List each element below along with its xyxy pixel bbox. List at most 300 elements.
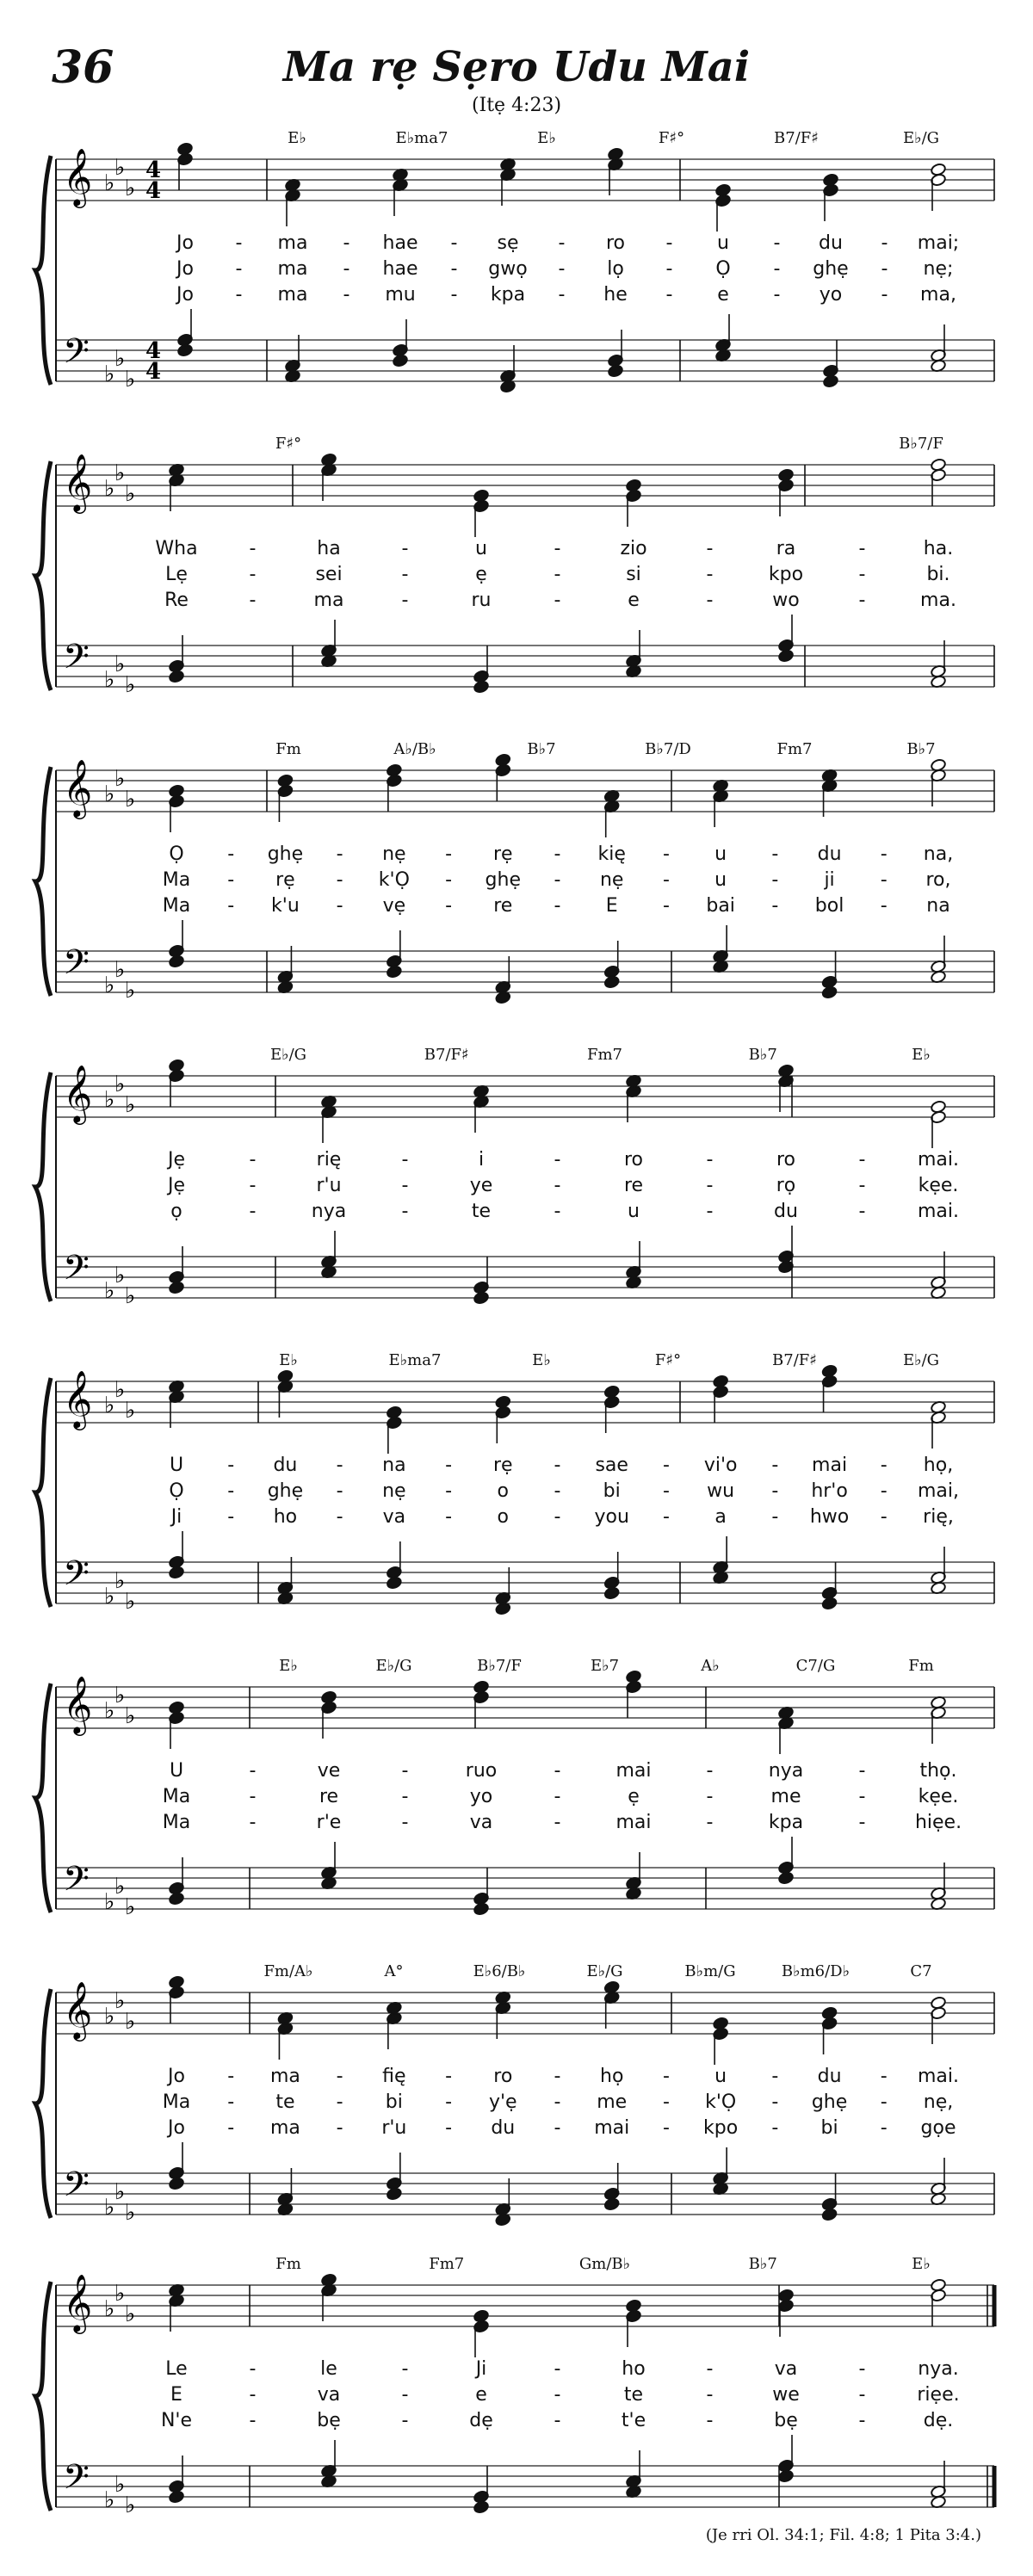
lyric-hyphen: - — [771, 1480, 779, 1502]
bass-clef-icon: 𝄢 — [63, 942, 90, 991]
lyric-syllable: du — [817, 2066, 842, 2087]
chord-symbol: E♭/G — [902, 1351, 940, 1369]
lyric-syllable: Wha — [155, 538, 198, 559]
lyric-syllable: hwo — [809, 1506, 850, 1528]
key-flat-icon: ♭ — [114, 1568, 126, 1594]
treble-note — [778, 2289, 795, 2302]
chord-symbol: B7/F♯ — [424, 1046, 469, 1064]
lyric-hyphen: - — [336, 1455, 343, 1476]
lyric-hyphen: - — [401, 564, 409, 585]
lyric-syllable: r'u — [316, 1175, 342, 1196]
lyric-syllable: ho — [622, 2358, 646, 2380]
chord-symbol: B♭m6/D♭ — [781, 1962, 851, 1980]
key-flat-icon: ♭ — [114, 1988, 126, 2014]
lyric-syllable: du — [491, 2117, 516, 2139]
lyric-hyphen: - — [249, 1201, 257, 1222]
lyric-hyphen: - — [554, 2410, 561, 2431]
lyric-syllable: Re — [164, 590, 189, 611]
lyric-hyphen: - — [880, 895, 888, 917]
key-flat-icon: ♭ — [114, 1377, 126, 1403]
lyric-syllable: ha — [317, 538, 341, 559]
lyric-hyphen: - — [227, 2066, 235, 2087]
key-flat-icon: ♭ — [125, 1589, 136, 1615]
treble-note — [603, 1385, 620, 1399]
scripture-reference: (Itẹ 4:23) — [471, 95, 562, 116]
bass-note — [386, 1576, 402, 1590]
lyric-hyphen: - — [445, 1455, 453, 1476]
system-brace — [35, 1989, 51, 2218]
lyric-syllable: thọ. — [919, 1760, 957, 1782]
chord-symbol: E♭/G — [375, 1657, 412, 1675]
lyric-hyphen: - — [554, 2358, 561, 2380]
chord-symbol: B♭7 — [748, 2255, 777, 2273]
chord-symbol: B♭m/G — [684, 1962, 736, 1980]
lyric-syllable: rẹ — [492, 843, 513, 865]
lyric-syllable: kię — [597, 843, 626, 865]
lyric-hyphen: - — [227, 843, 235, 865]
lyric-syllable: ghẹ — [267, 1480, 304, 1502]
lyric-hyphen: - — [249, 1175, 257, 1196]
key-flat-icon: ♭ — [125, 787, 136, 812]
lyric-hyphen: - — [662, 1506, 670, 1528]
lyric-hyphen: - — [773, 284, 781, 306]
treble-note — [473, 2309, 490, 2323]
bass-note — [473, 1902, 490, 1916]
lyric-hyphen: - — [706, 1175, 714, 1196]
chord-symbol: E♭ — [279, 1351, 298, 1369]
chord-symbol: E♭ — [537, 129, 556, 147]
bass-note — [778, 1871, 795, 1885]
key-flat-icon: ♭ — [114, 1072, 126, 1097]
lyric-syllable: ma — [277, 232, 308, 254]
lyric-syllable: ẹ — [628, 1786, 640, 1807]
bass-note — [473, 1291, 490, 1305]
bass-note — [169, 1892, 185, 1906]
lyric-syllable: Ọ — [169, 1480, 184, 1502]
treble-clef-icon: 𝄞 — [63, 758, 93, 817]
system-brace — [35, 1683, 51, 1912]
lyric-syllable: me — [597, 2091, 628, 2113]
treble-note — [626, 2299, 642, 2313]
lyric-hyphen: - — [554, 2091, 561, 2113]
lyric-hyphen: - — [706, 2384, 714, 2406]
lyric-hyphen: - — [880, 2066, 888, 2087]
lyric-hyphen: - — [558, 258, 566, 280]
chord-symbol: Fm7 — [429, 2255, 465, 2273]
lyric-hyphen: - — [554, 895, 561, 917]
lyric-syllable: nẹ, — [923, 2091, 954, 2113]
lyric-hyphen: - — [445, 2091, 453, 2113]
chord-symbol: E♭7 — [590, 1657, 620, 1675]
key-flat-icon: ♭ — [104, 1698, 115, 1724]
treble-note — [169, 784, 185, 798]
lyric-syllable: bi — [603, 1480, 621, 1502]
lyric-syllable: N'e — [160, 2410, 193, 2431]
lyric-syllable: ji — [824, 869, 835, 891]
treble-note — [931, 163, 947, 176]
music-system — [0, 435, 1033, 744]
treble-note — [713, 1374, 729, 1388]
lyric-hyphen: - — [336, 895, 343, 917]
lyric-syllable: r'u — [381, 2117, 407, 2139]
lyric-hyphen: - — [249, 1760, 257, 1782]
lyric-hyphen: - — [450, 284, 458, 306]
lyric-syllable: họ, — [923, 1455, 954, 1476]
chord-symbol: E♭ — [912, 2255, 931, 2273]
key-flat-icon: ♭ — [104, 1889, 115, 1915]
lyric-syllable: r'e — [316, 1812, 342, 1833]
lyric-hyphen: - — [445, 1480, 453, 1502]
lyric-syllable: nya. — [918, 2358, 959, 2380]
lyric-hyphen: - — [665, 258, 673, 280]
lyric-syllable: e — [628, 590, 640, 611]
system-brace — [35, 2282, 51, 2511]
lyric-syllable: Jo — [168, 2066, 185, 2087]
key-flat-icon: ♭ — [125, 2301, 136, 2327]
lyric-hyphen: - — [249, 2384, 257, 2406]
bass-clef-icon: 𝄢 — [63, 2165, 90, 2213]
lyric-hyphen: - — [662, 1480, 670, 1502]
lyric-syllable: ro — [776, 1149, 796, 1171]
lyric-syllable: mai. — [917, 1149, 960, 1171]
lyric-syllable: me — [770, 1786, 801, 1807]
lyric-hyphen: - — [662, 895, 670, 917]
lyric-hyphen: - — [445, 2066, 453, 2087]
treble-note — [495, 1395, 511, 1409]
chord-symbol: E♭ — [288, 129, 306, 147]
bass-clef-icon: 𝄢 — [63, 1554, 90, 1602]
lyric-syllable: Jo — [176, 232, 194, 254]
lyric-syllable: mai. — [917, 2066, 960, 2087]
key-flat-icon: ♭ — [104, 2195, 115, 2221]
lyric-syllable: t'e — [621, 2410, 646, 2431]
lyric-syllable: you — [594, 1506, 629, 1528]
lyric-hyphen: - — [336, 2117, 343, 2139]
lyric-syllable: rẹ — [275, 869, 295, 891]
lyric-syllable: Jẹ — [167, 1149, 186, 1171]
lyric-hyphen: - — [249, 1786, 257, 1807]
lyric-hyphen: - — [554, 2066, 561, 2087]
lyric-hyphen: - — [858, 2410, 866, 2431]
chord-symbol: A° — [384, 1962, 404, 1980]
treble-note — [169, 1059, 185, 1072]
lyric-syllable: mai. — [917, 1201, 960, 1222]
lyric-syllable: we — [772, 2384, 800, 2406]
lyric-syllable: u — [475, 538, 487, 559]
lyric-hyphen: - — [858, 564, 866, 585]
chord-symbol: B♭7 — [906, 740, 936, 758]
lyric-hyphen: - — [445, 895, 453, 917]
treble-note — [495, 753, 511, 767]
lyric-syllable: ma, — [920, 284, 956, 306]
lyric-hyphen: - — [771, 2091, 779, 2113]
chord-symbol: Fm7 — [776, 740, 813, 758]
lyric-hyphen: - — [227, 1480, 235, 1502]
lyric-syllable: ru — [471, 590, 492, 611]
key-flat-icon: ♭ — [104, 170, 115, 196]
lyric-syllable: kpo — [703, 2117, 739, 2139]
lyric-syllable: re — [623, 1175, 644, 1196]
chord-symbol: C7 — [910, 1962, 932, 1980]
lyric-syllable: Jo — [176, 258, 194, 280]
key-flat-icon: ♭ — [114, 460, 126, 486]
chord-symbol: B7/F♯ — [772, 1351, 817, 1369]
music-system — [0, 1962, 1033, 2272]
lyric-syllable: sei — [315, 564, 343, 585]
lyric-hyphen: - — [336, 869, 343, 891]
lyric-hyphen: - — [558, 284, 566, 306]
time-signature: 4 — [145, 338, 162, 364]
hymn-number: 36 — [52, 41, 114, 94]
lyric-hyphen: - — [401, 2384, 409, 2406]
lyric-syllable: kpa — [490, 284, 526, 306]
lyric-hyphen: - — [401, 538, 409, 559]
lyric-hyphen: - — [336, 1480, 343, 1502]
lyric-hyphen: - — [249, 564, 257, 585]
key-flat-icon: ♭ — [104, 1393, 115, 1418]
system-brace — [35, 156, 51, 385]
lyric-syllable: u — [628, 1201, 640, 1222]
lyric-syllable: mai — [594, 2117, 630, 2139]
lyric-hyphen: - — [858, 2358, 866, 2380]
music-system — [0, 1351, 1033, 1661]
lyric-syllable: va — [382, 1506, 406, 1528]
lyric-syllable: kẹe. — [918, 1175, 959, 1196]
lyric-hyphen: - — [665, 232, 673, 254]
lyric-syllable: ma — [277, 258, 308, 280]
bass-note — [778, 2469, 795, 2483]
lyric-syllable: U — [169, 1760, 184, 1782]
treble-note — [277, 774, 294, 788]
lyric-hyphen: - — [445, 869, 453, 891]
bass-note — [169, 2177, 185, 2190]
lyric-syllable: e — [475, 2384, 487, 2406]
lyric-syllable: he — [603, 284, 628, 306]
key-flat-icon: ♭ — [114, 2179, 126, 2205]
lyric-syllable: vi'o — [703, 1455, 738, 1476]
chord-symbol: E♭ — [279, 1657, 298, 1675]
lyric-hyphen: - — [336, 843, 343, 865]
lyric-hyphen: - — [880, 843, 888, 865]
chord-symbol: F♯° — [654, 1351, 682, 1369]
chord-symbol: A♭ — [701, 1657, 720, 1675]
chord-symbol: Fm — [908, 1657, 934, 1675]
key-flat-icon: ♭ — [104, 667, 115, 693]
lyric-syllable: Ma — [162, 1786, 191, 1807]
key-flat-icon: ♭ — [104, 476, 115, 502]
lyric-syllable: rẹ — [492, 1455, 513, 1476]
bass-note — [177, 343, 194, 357]
key-flat-icon: ♭ — [104, 2487, 115, 2513]
key-flat-icon: ♭ — [125, 176, 136, 201]
lyric-hyphen: - — [706, 1760, 714, 1782]
chord-symbol: F♯° — [275, 435, 302, 453]
treble-note — [321, 1690, 337, 1704]
hymn-title: Ma rẹ Sẹro Udu Mai — [282, 43, 751, 91]
lyric-syllable: Lẹ — [165, 564, 188, 585]
bass-clef-icon: 𝄢 — [63, 2457, 90, 2505]
lyric-syllable: u — [717, 232, 729, 254]
lyric-syllable: ve — [317, 1760, 341, 1782]
staff-svg — [0, 1046, 1033, 1356]
lyric-hyphen: - — [343, 258, 350, 280]
lyric-syllable: k'u — [271, 895, 300, 917]
treble-note — [473, 489, 490, 503]
lyric-hyphen: - — [706, 1786, 714, 1807]
lyric-hyphen: - — [227, 2117, 235, 2139]
lyric-syllable: k'Ọ — [705, 2091, 737, 2113]
key-flat-icon: ♭ — [125, 1703, 136, 1729]
treble-clef-icon: 𝄞 — [63, 1064, 93, 1122]
bass-clef-icon: 𝄢 — [63, 331, 90, 380]
staff-svg — [0, 2255, 1033, 2565]
lyric-syllable: mai; — [917, 232, 960, 254]
key-flat-icon: ♭ — [104, 361, 115, 387]
lyric-syllable: te — [471, 1201, 492, 1222]
staff-svg — [0, 435, 1033, 744]
footer-references: (Je rri Ol. 34:1; Fil. 4:8; 1 Pita 3:4.) — [705, 2526, 981, 2544]
lyric-syllable: mu — [385, 284, 416, 306]
system-brace — [35, 1072, 51, 1301]
lyric-syllable: bi — [385, 2091, 403, 2113]
lyric-syllable: hr'o — [811, 1480, 848, 1502]
lyric-hyphen: - — [858, 1786, 866, 1807]
lyric-syllable: ghẹ — [813, 258, 849, 280]
lyric-syllable: Jẹ — [167, 1175, 186, 1196]
lyric-syllable: ọ — [170, 1201, 182, 1222]
lyric-hyphen: - — [858, 1149, 866, 1171]
time-signature: 4 — [145, 178, 162, 204]
treble-note — [626, 1670, 642, 1683]
treble-note — [823, 173, 839, 187]
lyric-hyphen: - — [706, 538, 714, 559]
lyric-syllable: E — [605, 895, 618, 917]
lyric-syllable: Ma — [162, 869, 191, 891]
lyric-hyphen: - — [235, 258, 243, 280]
lyric-syllable: o — [497, 1480, 510, 1502]
lyric-syllable: nẹ — [382, 1480, 406, 1502]
lyric-hyphen: - — [858, 590, 866, 611]
treble-note — [386, 1405, 402, 1419]
bass-note — [603, 975, 620, 989]
lyric-hyphen: - — [706, 1812, 714, 1833]
bass-note — [169, 954, 185, 968]
lyric-hyphen: - — [706, 590, 714, 611]
lyric-syllable: Ma — [162, 1812, 191, 1833]
lyric-hyphen: - — [554, 1786, 561, 1807]
lyric-syllable: du — [819, 232, 843, 254]
lyric-hyphen: - — [858, 1760, 866, 1782]
lyric-syllable: mai — [615, 1812, 652, 1833]
key-flat-icon: ♭ — [125, 1894, 136, 1920]
lyric-syllable: u — [714, 843, 727, 865]
lyric-syllable: gọe — [920, 2117, 956, 2139]
lyric-syllable: Ma — [162, 895, 191, 917]
chord-symbol: E♭/G — [902, 129, 940, 147]
lyric-hyphen: - — [554, 1760, 561, 1782]
lyric-hyphen: - — [881, 284, 888, 306]
key-flat-icon: ♭ — [114, 155, 126, 181]
lyric-hyphen: - — [554, 843, 561, 865]
key-flat-icon: ♭ — [104, 2296, 115, 2322]
lyric-hyphen: - — [554, 1480, 561, 1502]
chord-symbol: B7/F♯ — [774, 129, 819, 147]
lyric-syllable: nẹ — [599, 869, 624, 891]
lyric-syllable: e — [717, 284, 729, 306]
lyric-hyphen: - — [401, 1175, 409, 1196]
lyric-syllable: ma — [313, 590, 344, 611]
chord-symbol: A♭/B♭ — [393, 740, 436, 758]
lyric-syllable: lọ — [607, 258, 624, 280]
treble-note — [169, 1701, 185, 1714]
key-flat-icon: ♭ — [114, 957, 126, 983]
chord-symbol: E♭ — [912, 1046, 931, 1064]
lyric-hyphen: - — [227, 869, 235, 891]
lyric-syllable: fię — [382, 2066, 406, 2087]
lyric-hyphen: - — [249, 2358, 257, 2380]
lyric-hyphen: - — [554, 1455, 561, 1476]
lyric-syllable: nya — [311, 1201, 347, 1222]
lyric-hyphen: - — [880, 1506, 888, 1528]
chord-symbol: Fm/A♭ — [263, 1962, 313, 1980]
lyric-syllable: ha. — [923, 538, 954, 559]
lyric-hyphen: - — [554, 1201, 561, 1222]
treble-note — [626, 479, 642, 492]
lyric-syllable: mai, — [917, 1480, 960, 1502]
lyric-syllable: ro, — [925, 869, 951, 891]
key-flat-icon: ♭ — [104, 1087, 115, 1113]
bass-clef-icon: 𝄢 — [63, 1859, 90, 1907]
lyric-hyphen: - — [662, 1455, 670, 1476]
lyric-syllable: bol — [814, 895, 844, 917]
lyric-hyphen: - — [662, 2117, 670, 2139]
lyric-syllable: du — [273, 1455, 298, 1476]
lyric-hyphen: - — [249, 1812, 257, 1833]
key-flat-icon: ♭ — [114, 1263, 126, 1288]
treble-clef-icon: 𝄞 — [63, 147, 93, 206]
lyric-hyphen: - — [554, 590, 561, 611]
bass-note — [169, 1281, 185, 1294]
lyric-hyphen: - — [249, 590, 257, 611]
lyric-hyphen: - — [554, 2384, 561, 2406]
treble-note — [713, 2017, 729, 2030]
key-flat-icon: ♭ — [125, 1283, 136, 1309]
lyric-syllable: E — [170, 2384, 182, 2406]
bass-note — [169, 670, 185, 683]
key-flat-icon: ♭ — [104, 781, 115, 807]
bass-note — [386, 2187, 402, 2201]
lyric-syllable: yo — [469, 1786, 493, 1807]
lyric-syllable: wo — [772, 590, 800, 611]
lyric-hyphen: - — [706, 2410, 714, 2431]
bass-note — [603, 2197, 620, 2211]
lyric-hyphen: - — [554, 564, 561, 585]
lyric-syllable: na, — [923, 843, 954, 865]
treble-clef-icon: 𝄞 — [63, 453, 93, 511]
lyric-hyphen: - — [343, 284, 350, 306]
treble-note — [778, 468, 795, 482]
lyric-hyphen: - — [858, 1812, 866, 1833]
chord-symbol: B♭7/D — [645, 740, 691, 758]
lyric-hyphen: - — [343, 232, 350, 254]
treble-clef-icon: 𝄞 — [63, 2273, 93, 2332]
lyric-hyphen: - — [554, 538, 561, 559]
lyric-syllable: na — [926, 895, 950, 917]
lyric-hyphen: - — [773, 232, 781, 254]
lyric-hyphen: - — [773, 258, 781, 280]
key-flat-icon: ♭ — [104, 1584, 115, 1609]
lyric-syllable: ra — [776, 538, 796, 559]
